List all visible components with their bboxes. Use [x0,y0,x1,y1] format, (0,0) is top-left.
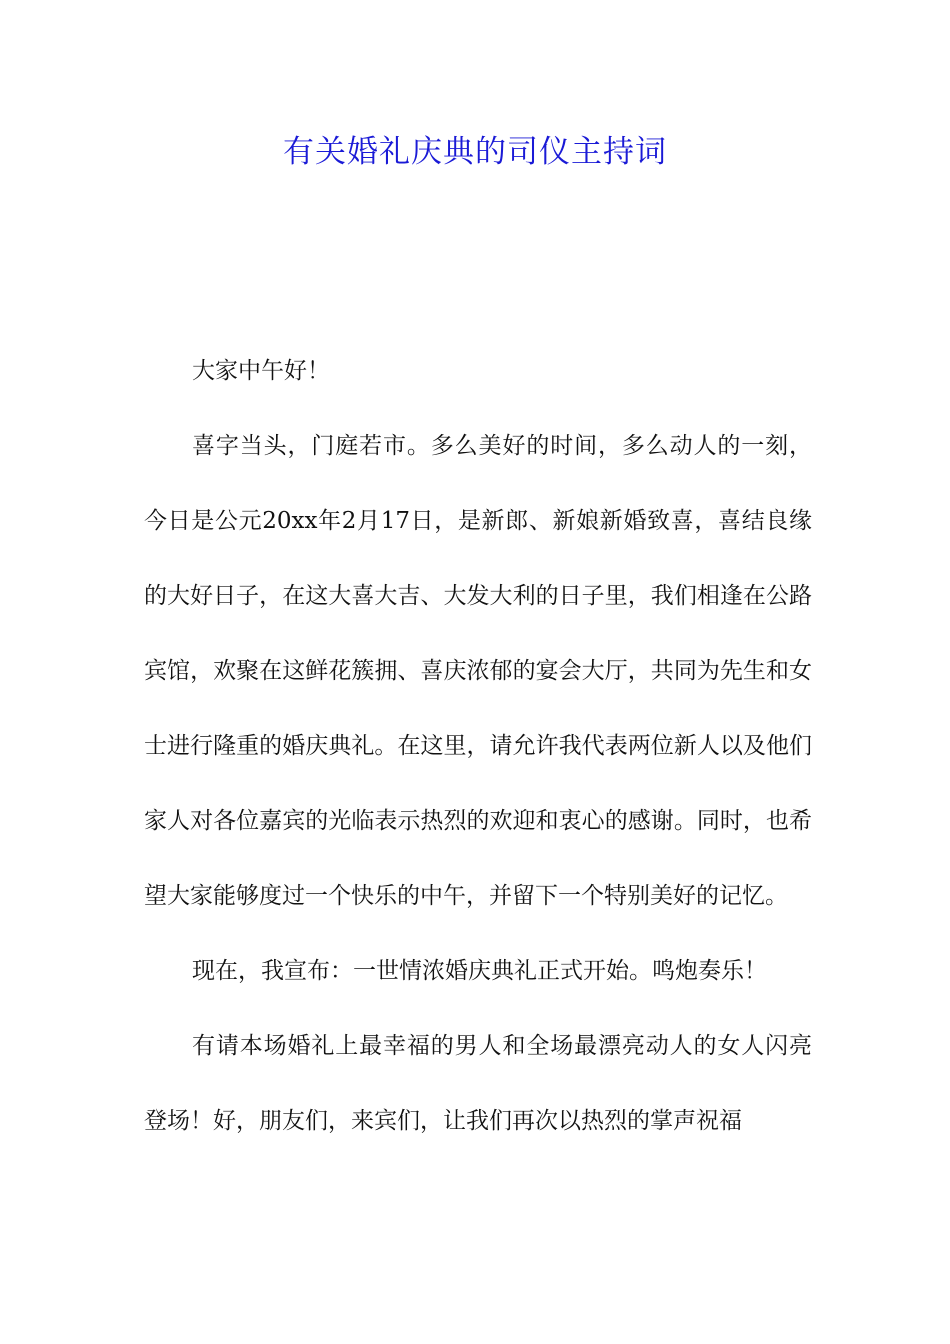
paragraph-greeting: 大家中午好！ [192,358,330,384]
document-body [144,334,812,1159]
paragraph-opening: 喜字当头，门庭若市。多么美好的时间，多么动人的一刻，今日是公元20xx年2月17日，是新郎、新娘新婚致喜，喜结良缘的大好日子，在这大喜大吉、大发大利的日子里，我们相逢在公路宾馆，欢聚在这鲜花簇拥、喜庆浓郁的宴会大厅，共同为先生和女士进行隆重的婚庆典礼。在这里，请允许我代表两位新人以及他们家人对各位嘉宾的光临表示热烈的欢迎和衷心的感谢。同时，也希望大家能够度过一个快乐的中午，并留下一个特别美好的记忆。 [144,433,812,909]
document-title: 有关婚礼庆典的司仪主持词 [283,134,667,170]
paragraph-announcement: 现在，我宣布：一世情浓婚庆典礼正式开始。鸣炮奏乐！ [192,958,767,984]
paragraph-entrance: 有请本场婚礼上最幸福的男人和全场最漂亮动人的女人闪亮登场！好，朋友们，来宾们，让我们再次以热烈的掌声祝福 [144,1033,812,1134]
